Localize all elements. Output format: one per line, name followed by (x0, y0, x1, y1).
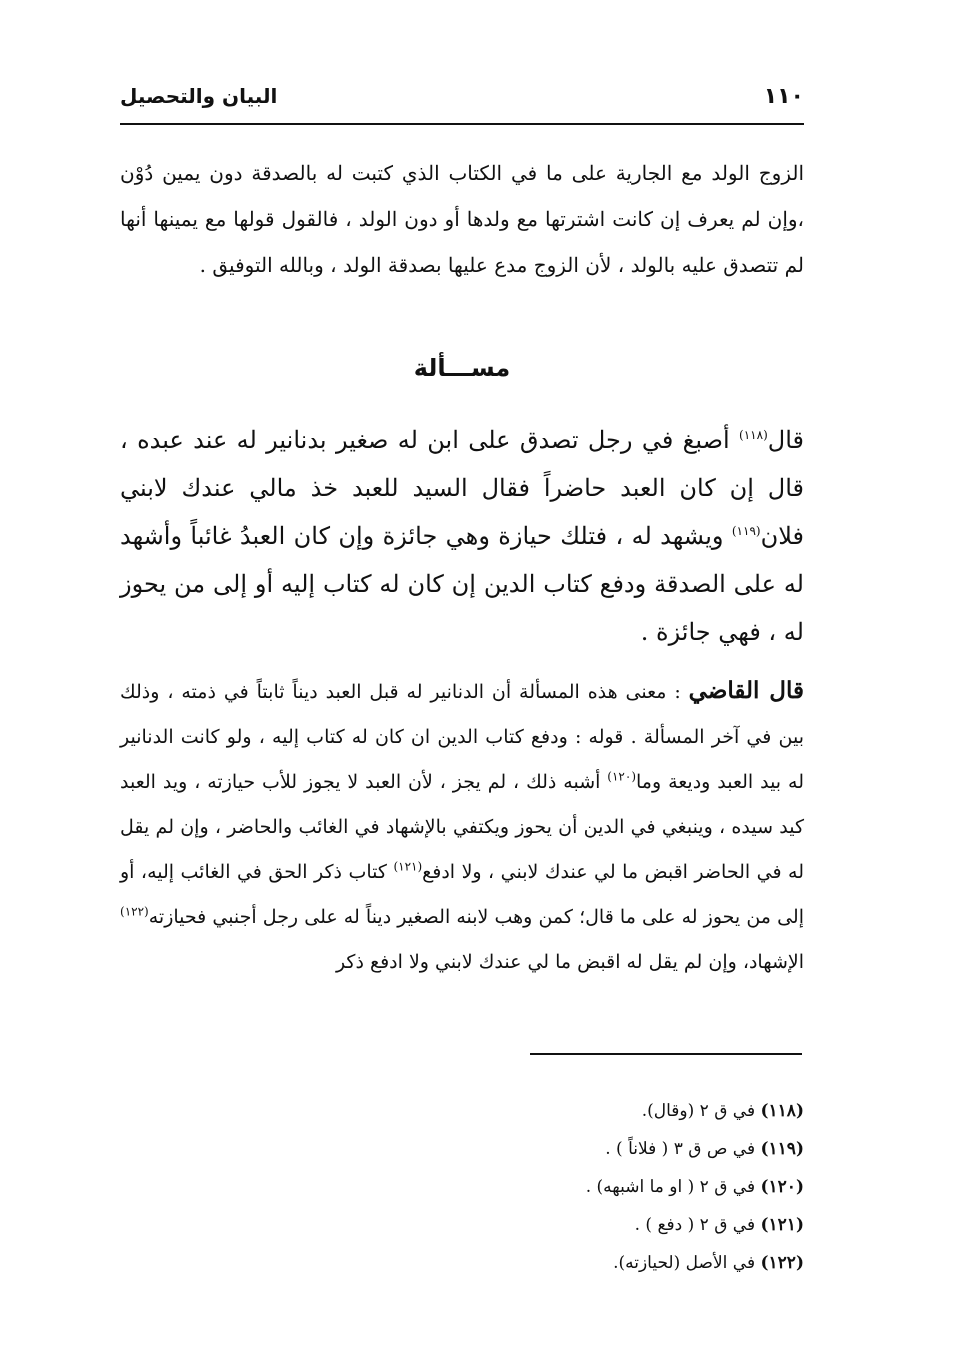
section-title: مســـألة (413, 354, 511, 382)
footnote-number: (١٢٢) (760, 1253, 804, 1273)
footnote-text: في الأصل (لحيازته). (613, 1253, 756, 1273)
footnotes-list (300, 1092, 804, 1282)
intro-paragraph: الزوج الولد مع الجارية على ما في الكتاب الذي كتبت له بالصدقة دون يمين دُوْن ،وإن لم يعرف إن كانت اشترتها مع ولدها أو دون الولد ، فالقول قولها مع يمينها أنها لم تتصدق عليه بالولد ، لأن الزوج مدع عليها بصدقة الولد ، وبالله التوفيق . (120, 161, 804, 277)
commentary-paragraph-block (120, 668, 804, 985)
footnote-ref-122: (١٢٢) (120, 904, 149, 919)
intro-paragraph-block (120, 150, 804, 288)
footnote-number: (١١٩) (760, 1139, 804, 1159)
footnote-text: في ق ٢ (وقال). (641, 1101, 756, 1121)
quote-text-part: قال (767, 426, 804, 454)
footnote-text: في ص ق ٣ ( فلاناً ) . (605, 1139, 756, 1159)
footnote-ref-121: (١٢١) (393, 859, 423, 874)
footnote-rule (530, 1053, 802, 1055)
footnote-item (300, 1206, 804, 1244)
commentary-text-part: الإشهاد، وإن لم يقل له اقبض ما لي عندك لابني ولا ادفع ذكر (335, 951, 804, 973)
footnote-text: في ق ٢ ( دفع ) . (634, 1215, 756, 1235)
commentary-text-part: : معنى هذه المسألة أن الدنانير له قبل العبد ديناً ثابتاً في ذمته ، وذلك بين في آخر المسألة . قوله : ودفع كتاب الدين ان كان له كتاب إليه ، ولو كانت الدنانير له بيد العبد وديعة وما (120, 681, 804, 793)
footnote-item (300, 1168, 804, 1206)
quote-paragraph (120, 416, 804, 656)
commentary-text-part: أشبه ذلك ، لم يجز ، لأن العبد لا يجوز للأب حيازته ، ويد العبد كيد سيده ، وينبغي في الدين أن يحوز ويكتفي بالإشهاد في الغائب والحاضر ، وإن لم يقل له في الحاضر اقبض ما لي عندك لابني ، ولا ادفع (120, 771, 804, 883)
quote-paragraph-block (120, 416, 804, 656)
header-rule (120, 123, 804, 125)
footnote-ref-119: (١١٩) (731, 524, 761, 538)
running-title: البيان والتحصيل (120, 84, 278, 108)
footnote-item (300, 1244, 804, 1282)
page-header (120, 80, 804, 120)
footnote-text: في ق ٢ ( او ما اشبهه) . (585, 1177, 756, 1197)
footnote-number: (١٢١) (760, 1215, 804, 1235)
footnote-ref-120: (١٢٠) (607, 769, 637, 784)
commentary-paragraph (120, 668, 804, 985)
footnote-item (300, 1130, 804, 1168)
footnote-item (300, 1092, 804, 1130)
page-number: ١١٠ (763, 84, 804, 109)
quote-text-part: ويشهد له ، فتلك حيازة وهي جائزة وإن كان العبدُ غائباً وأشهد له على الصدقة ودفع كتاب الدين إن كان له كتاب إليه أو إلى من يحوز له ، فهي جائزة . (120, 522, 804, 646)
quote-text-part: أصبغ في رجل تصدق على ابن له صغير بدنانير له عند عبده ، قال إن كان العبد حاضراً فقال السيد للعبد خذ مالي عندك لابني فلان (120, 426, 805, 550)
footnote-ref-118: (١١٨) (739, 428, 768, 442)
commentary-speaker: قال القاضي (688, 677, 804, 704)
footnote-number: (١١٨) (760, 1101, 804, 1121)
footnote-number: (١٢٠) (760, 1177, 804, 1197)
commentary-text-part: كتاب ذكر الحق في الغائب إليه، أو إلى من يحوز له على ما قال؛ كمن وهب لابنه الصغير ديناً له على رجل أجنبي فحيازته (120, 861, 804, 928)
